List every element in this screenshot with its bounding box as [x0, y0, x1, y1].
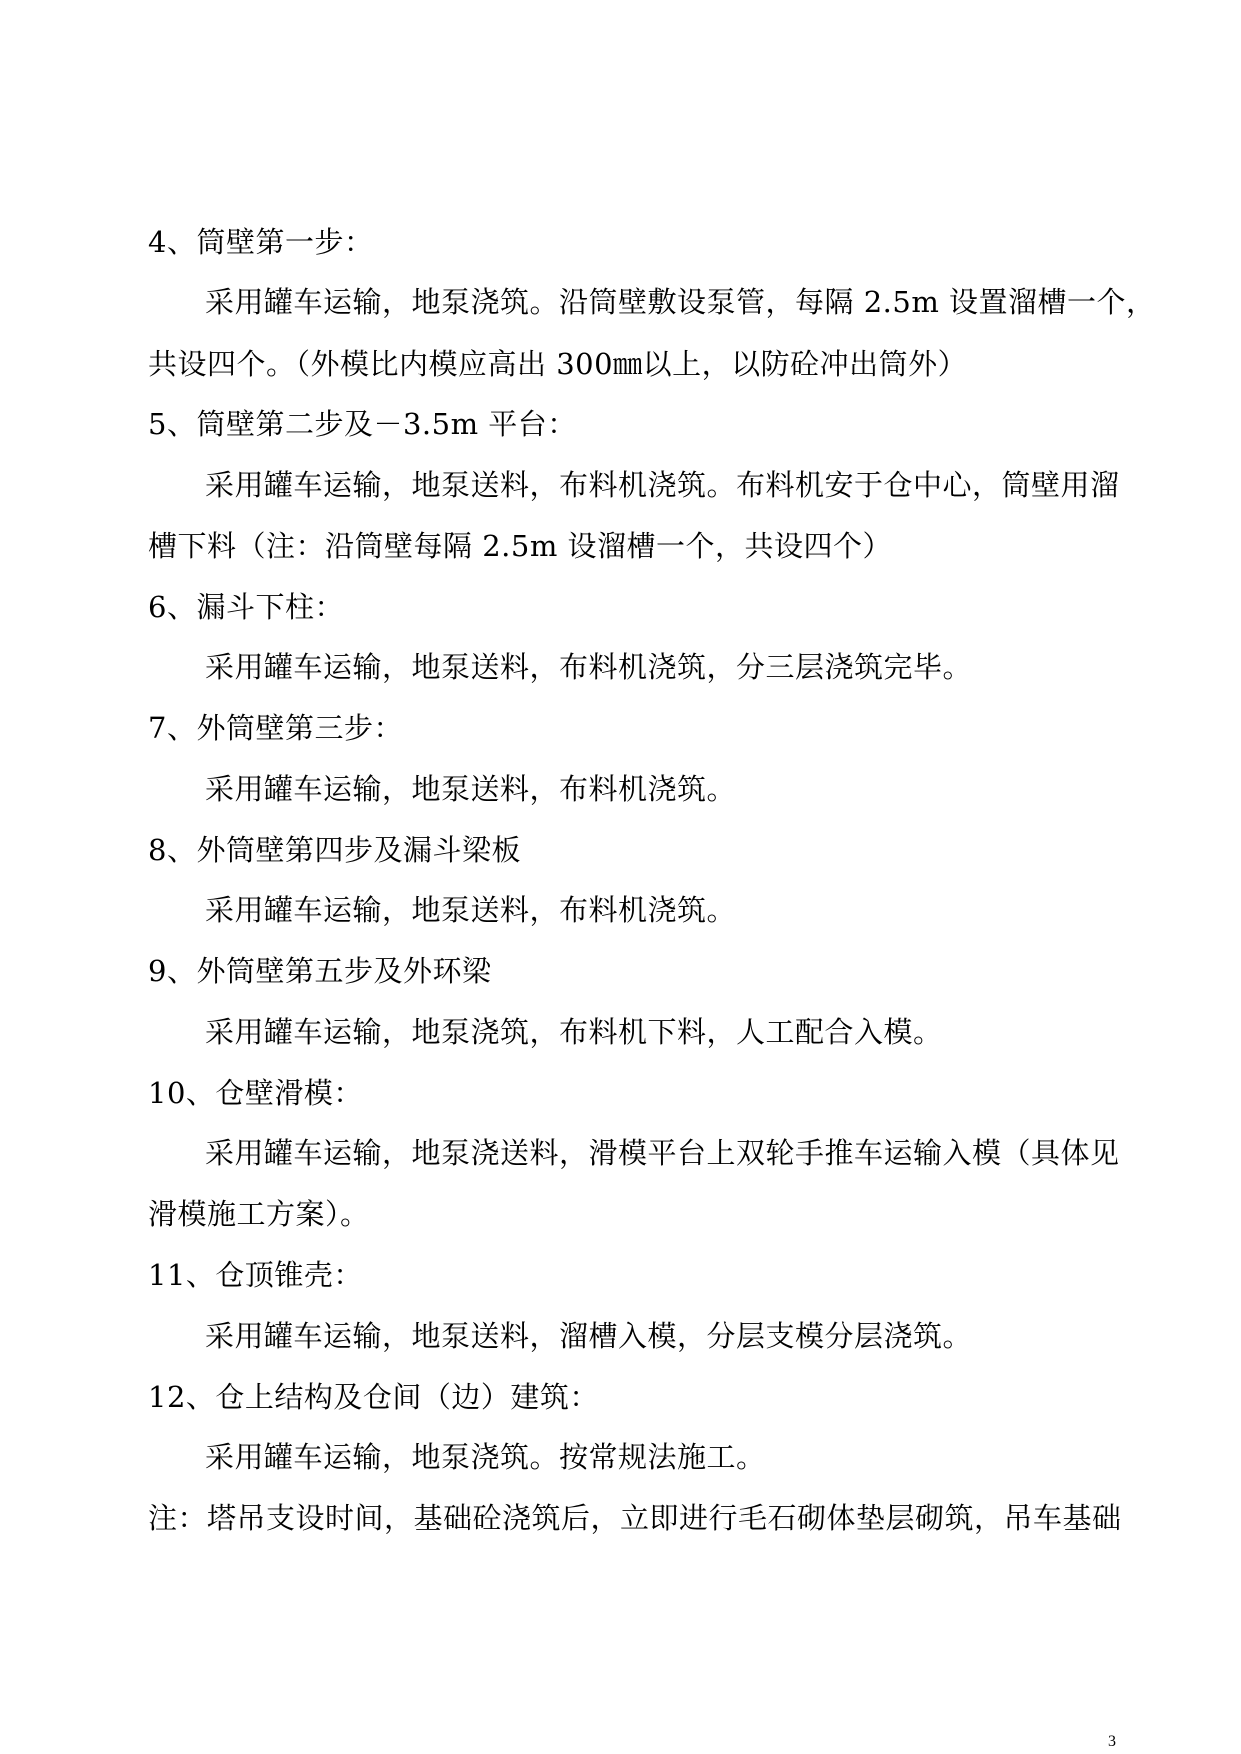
- section-4-line-1: 采用罐车运输，地泵浇筑。沿筒壁敷设泵管，每隔 2.5m 设置溜槽一个，: [205, 285, 1156, 319]
- section-4-heading: 4、筒壁第一步：: [148, 225, 374, 259]
- section-7-line-1: 采用罐车运输，地泵送料，布料机浇筑。: [205, 772, 737, 806]
- section-10-heading: 10、仓壁滑模：: [148, 1076, 363, 1110]
- section-10-line-2: 滑模施工方案）。: [148, 1197, 370, 1231]
- section-9-heading: 9、外筒壁第五步及外环梁: [148, 954, 492, 988]
- section-12-heading: 12、仓上结构及仓间（边）建筑：: [148, 1380, 599, 1414]
- section-9-line-1: 采用罐车运输，地泵浇筑，布料机下料，人工配合入模。: [205, 1015, 943, 1049]
- section-6-line-1: 采用罐车运输，地泵送料，布料机浇筑，分三层浇筑完毕。: [205, 650, 973, 684]
- section-5-line-2: 槽下料（注：沿筒壁每隔 2.5m 设溜槽一个，共设四个）: [148, 529, 893, 563]
- section-8-heading: 8、外筒壁第四步及漏斗梁板: [148, 833, 521, 867]
- section-8-line-1: 采用罐车运输，地泵送料，布料机浇筑。: [205, 893, 737, 927]
- section-11-line-1: 采用罐车运输，地泵送料，溜槽入模，分层支模分层浇筑。: [205, 1319, 973, 1353]
- section-10-line-1: 采用罐车运输，地泵浇送料，滑模平台上双轮手推车运输入模（具体见: [205, 1136, 1120, 1170]
- section-7-heading: 7、外筒壁第三步：: [148, 711, 403, 745]
- note-paragraph: 注：塔吊支设时间，基础砼浇筑后，立即进行毛石砌体垫层砌筑，吊车基础: [148, 1501, 1122, 1535]
- section-4-line-2: 共设四个。（外模比内模应高出 300㎜以上，以防砼冲出筒外）: [148, 347, 968, 381]
- section-5-heading: 5、筒壁第二步及－3.5m 平台：: [148, 407, 577, 441]
- section-12-line-1: 采用罐车运输，地泵浇筑。按常规法施工。: [205, 1440, 766, 1474]
- section-5-line-1: 采用罐车运输，地泵送料，布料机浇筑。布料机安于仓中心，筒壁用溜: [205, 468, 1120, 502]
- section-11-heading: 11、仓顶锥壳：: [148, 1258, 363, 1292]
- section-6-heading: 6、漏斗下柱：: [148, 590, 344, 624]
- page-number: 3: [1108, 1733, 1116, 1750]
